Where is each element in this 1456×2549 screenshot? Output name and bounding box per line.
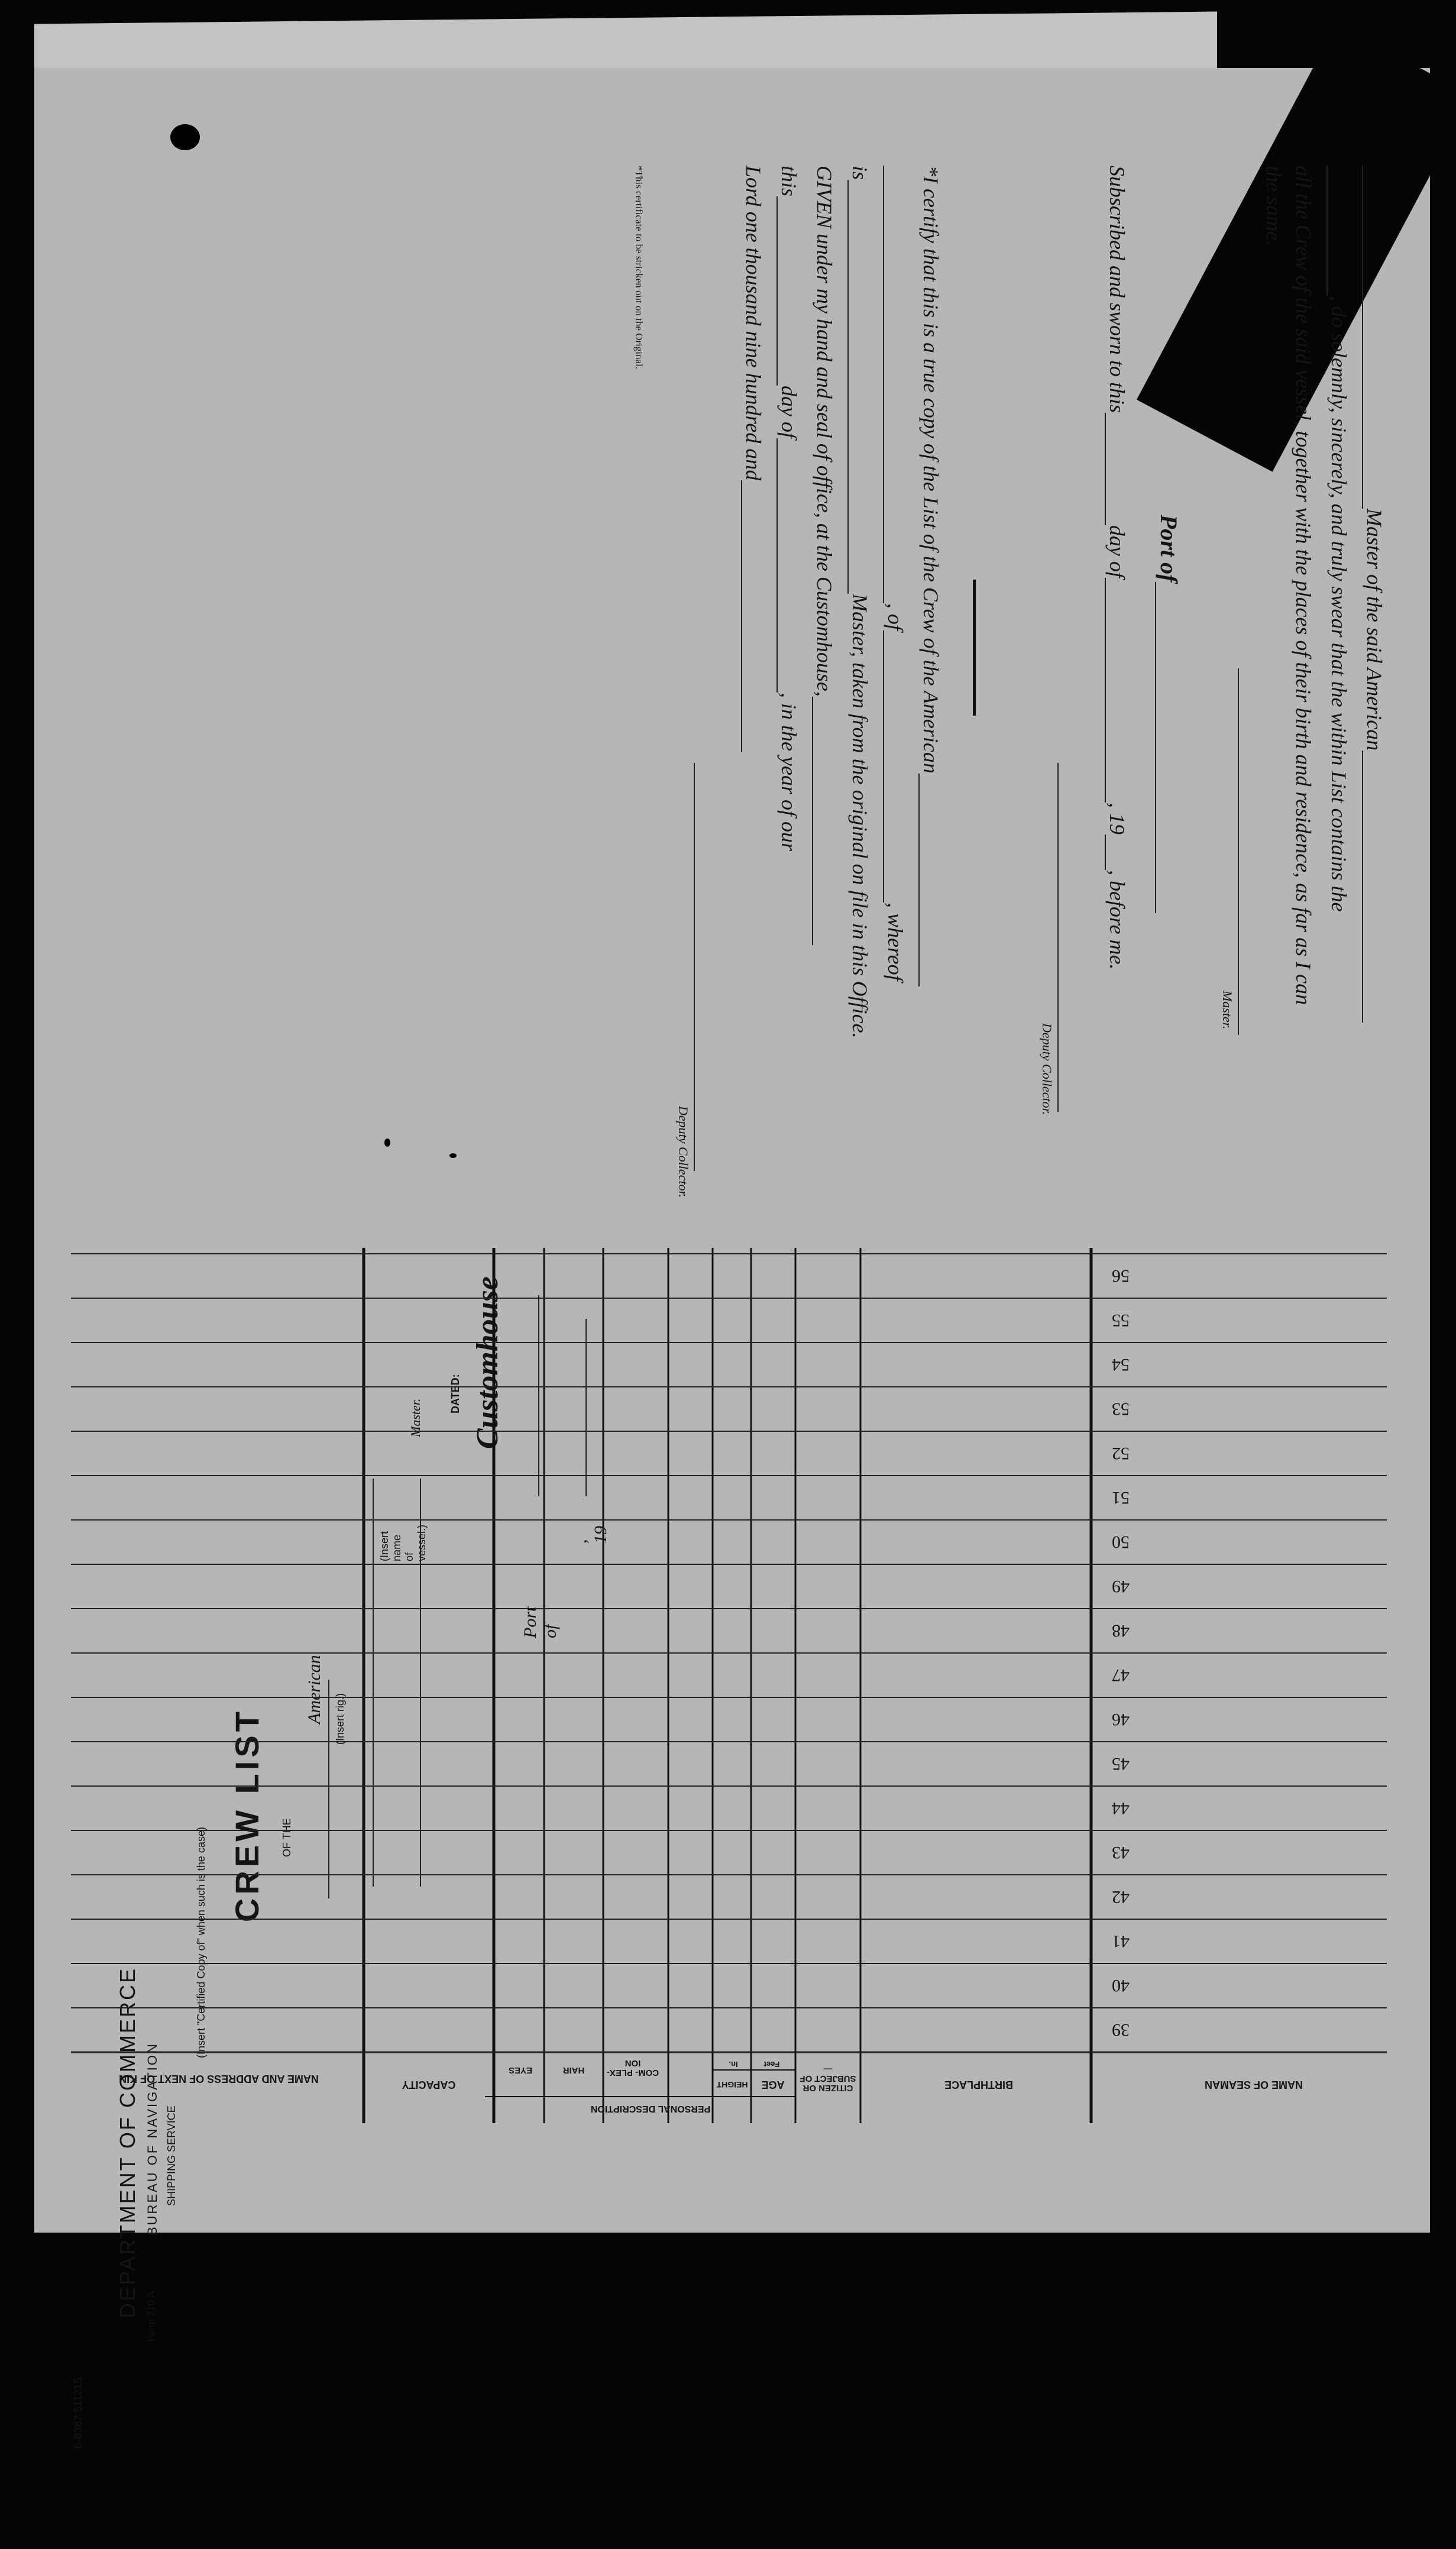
master-label: Master. bbox=[408, 1398, 423, 1437]
form-number: Form 710 A bbox=[145, 2290, 157, 2342]
header-personal-description: PERSONAL DESCRIPTION bbox=[590, 2104, 711, 2114]
bureau-title: BUREAU OF NAVIGATION bbox=[145, 2042, 160, 2236]
row-number: 51 bbox=[1112, 1488, 1130, 1508]
header-complexion: COM- PLEX- ION bbox=[606, 2058, 659, 2078]
header-next-of-kin: NAME AND ADDRESS OF NEXT OF KIN bbox=[119, 2073, 319, 2085]
row-number: 56 bbox=[1112, 1266, 1130, 1286]
year-label: , 19 bbox=[571, 1526, 610, 1544]
row-number: 42 bbox=[1112, 1887, 1130, 1907]
deputy-collector-label-2: Deputy Collector. bbox=[676, 1106, 691, 1198]
header-eyes: EYES bbox=[508, 2065, 533, 2075]
oath-text: , do solemnly, sincerely, and truly swear that the within List contains the bbox=[1327, 296, 1351, 912]
header-feet: Feet bbox=[763, 2060, 780, 2069]
certify-text: *I certify that this is a true copy of the List of the Crew of the American bbox=[919, 166, 943, 774]
header-capacity: CAPACITY bbox=[402, 2079, 456, 2091]
whereof-text: , whereof bbox=[884, 902, 907, 981]
year-of-our-text: , in the year of our bbox=[777, 693, 801, 851]
deputy-collector-label: Deputy Collector. bbox=[1040, 1023, 1054, 1115]
customhouse-title: Customhouse bbox=[471, 1276, 504, 1449]
row-number: 47 bbox=[1112, 1665, 1130, 1685]
header-citizen: CITIZEN OR SUBJECT OF— bbox=[800, 2064, 856, 2093]
master-label: Master. bbox=[1220, 991, 1235, 1030]
row-number: 41 bbox=[1112, 1932, 1130, 1951]
subscribed-text: Subscribed and sworn to this bbox=[1105, 166, 1129, 413]
row-number: 44 bbox=[1112, 1798, 1130, 1818]
this-text: this bbox=[777, 166, 801, 197]
certify-master-text: Master, taken from the original on file in this Office. bbox=[848, 594, 872, 1039]
header-birthplace: BIRTHPLACE bbox=[944, 2079, 1013, 2091]
row-number: 55 bbox=[1112, 1311, 1130, 1330]
row-number: 49 bbox=[1112, 1577, 1130, 1596]
header-inches: In. bbox=[729, 2060, 738, 2069]
insert-vessel-label: (Insert name of vessel.) bbox=[378, 1524, 428, 1561]
row-number: 45 bbox=[1112, 1754, 1130, 1774]
header-age: AGE bbox=[761, 2079, 785, 2091]
row-number: 50 bbox=[1112, 1532, 1130, 1552]
row-number: 46 bbox=[1112, 1710, 1130, 1729]
oath-text: Master of the said American bbox=[1363, 509, 1386, 751]
row-number: 40 bbox=[1112, 1976, 1130, 1995]
lord-text: Lord one thousand nine hundred and bbox=[742, 166, 765, 481]
oath-line-4: the same. bbox=[1262, 166, 1286, 246]
of-text: , of bbox=[884, 603, 907, 631]
header-hair: HAIR bbox=[562, 2065, 585, 2075]
row-number: 43 bbox=[1112, 1843, 1130, 1862]
is-text: is bbox=[848, 166, 872, 180]
print-code: 6-8387 511215 bbox=[72, 2377, 84, 2448]
service-title: SHIPPING SERVICE bbox=[166, 2105, 177, 2206]
header-name-of-seaman: NAME OF SEAMAN bbox=[1205, 2079, 1303, 2091]
year-text: , 19 bbox=[1105, 803, 1129, 835]
oath-line-3: all the Crew of the said vessel, together with the places of their birth and residence, as far as I can bbox=[1292, 166, 1315, 1005]
day-of-text: day of bbox=[777, 386, 801, 438]
insert-rig-label: (Insert rig.) bbox=[334, 1693, 346, 1745]
american-label: American bbox=[305, 1655, 324, 1724]
dated-label: DATED: bbox=[449, 1374, 461, 1413]
before-me-text: , before me. bbox=[1105, 870, 1129, 970]
row-number: 48 bbox=[1112, 1621, 1130, 1641]
crew-list-title: CREW LIST bbox=[228, 1708, 266, 1922]
department-title: DEPARTMENT OF COMMERCE bbox=[115, 1966, 140, 2318]
row-number: 54 bbox=[1112, 1355, 1130, 1374]
port-of-text: Port of bbox=[1156, 515, 1182, 583]
given-text: GIVEN under my hand and seal of office, at the Customhouse, bbox=[813, 166, 836, 697]
row-number: 39 bbox=[1112, 2020, 1130, 2040]
of-the-label: OF THE bbox=[281, 1818, 293, 1857]
row-number: 52 bbox=[1112, 1444, 1130, 1463]
header-height: HEIGHT bbox=[716, 2080, 748, 2089]
certificate-footnote: *This certificate to be stricken out on the Original. bbox=[633, 166, 645, 370]
port-of-label: Port of bbox=[520, 1606, 560, 1638]
row-number: 53 bbox=[1112, 1399, 1130, 1419]
day-of-text: day of bbox=[1105, 525, 1129, 578]
insert-note: (Insert "Certified Copy of" when such is the case) bbox=[195, 1827, 207, 2058]
